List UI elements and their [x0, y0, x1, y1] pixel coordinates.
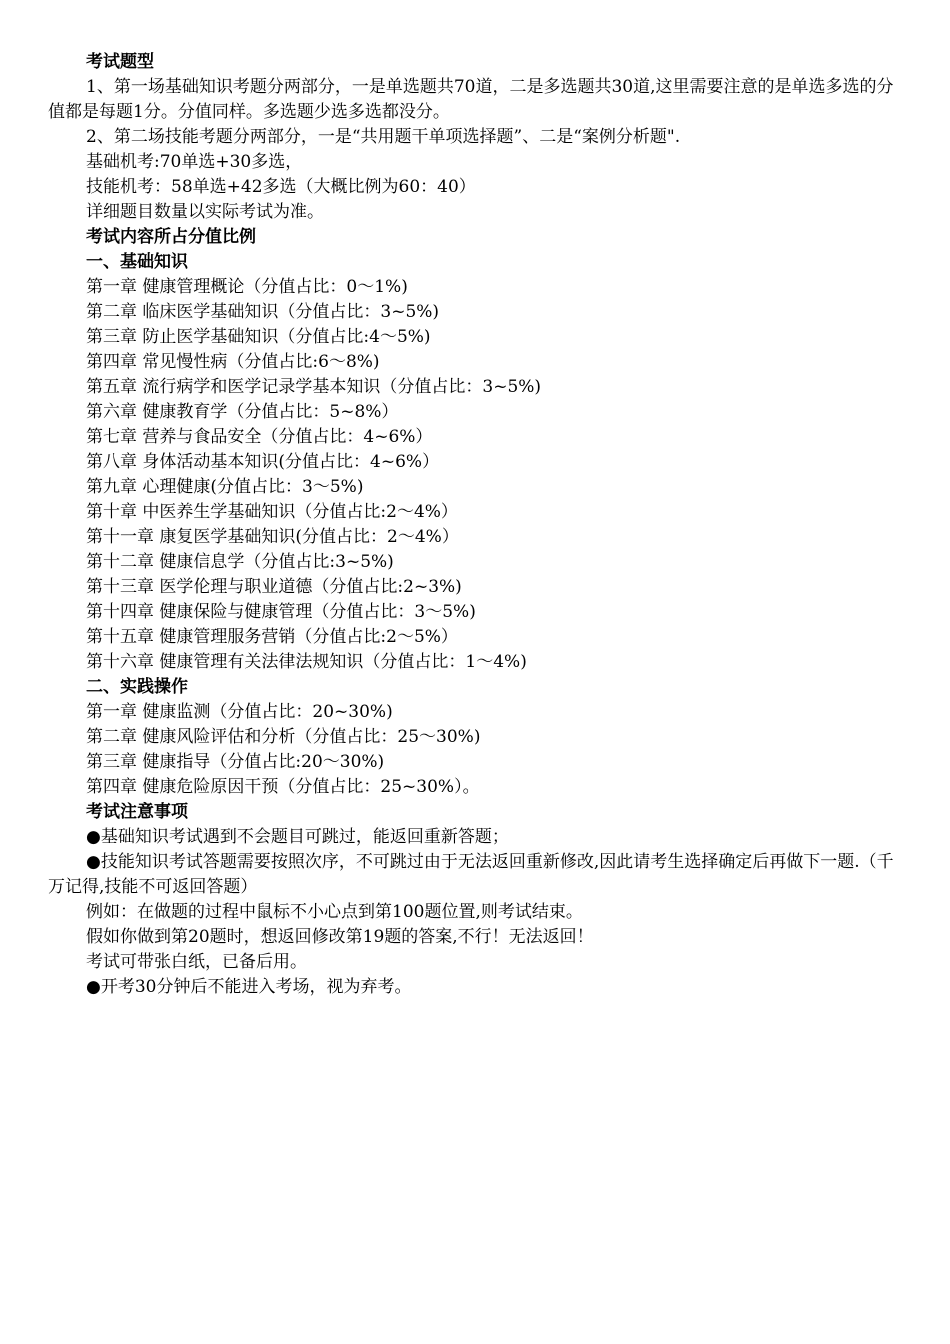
- note-paper: 考试可带张白纸，已备后用。: [86, 952, 307, 972]
- chapter-basic-15: 第十五章 健康管理服务营销（分值占比:2～5%）: [86, 627, 458, 647]
- note-example: 例如：在做题的过程中鼠标不小心点到第100题位置,则考试结束。: [86, 902, 583, 922]
- paragraph-first-exam: 1、第一场基础知识考题分两部分，一是单选题共70道，二是多选题共30道,这里需要注意的是单选多选的分值都是每题1分。分值同样。多选题少选多选都没分。: [48, 77, 894, 122]
- heading-exam-types: 考试题型: [86, 52, 154, 72]
- chapter-basic-7: 第七章 营养与食品安全（分值占比：4~6%）: [86, 427, 433, 447]
- chapter-basic-6: 第六章 健康教育学（分值占比：5~8%）: [86, 402, 399, 422]
- chapter-basic-3: 第三章 防止医学基础知识（分值占比:4～5%): [86, 327, 431, 347]
- line-skill-exam: 技能机考：58单选+42多选（大概比例为60：40）: [86, 177, 476, 197]
- line-basic-exam: 基础机考:70单选+30多选，: [86, 152, 303, 172]
- chapter-practice-4: 第四章 健康危险原因干预（分值占比：25~30%）。: [86, 777, 480, 797]
- chapter-practice-3: 第三章 健康指导（分值占比:20～30%): [86, 752, 385, 772]
- chapter-basic-14: 第十四章 健康保险与健康管理（分值占比：3～5%): [86, 602, 476, 622]
- paragraph-second-exam: 2、第二场技能考题分两部分，一是“共用题干单项选择题”、二是“案例分析题".: [86, 127, 681, 147]
- heading-exam-notes: 考试注意事项: [86, 802, 188, 822]
- note-no-return: 假如你做到第20题时，想返回修改第19题的答案,不行！无法返回！: [86, 927, 594, 947]
- chapter-basic-16: 第十六章 健康管理有关法律法规知识（分值占比：1～4%): [86, 652, 527, 672]
- line-detail-note: 详细题目数量以实际考试为准。: [86, 202, 324, 222]
- chapter-basic-10: 第十章 中医养生学基础知识（分值占比:2～4%）: [86, 502, 458, 522]
- note-skill-order: ●技能知识考试答题需要按照次序，不可跳过由于无法返回重新修改,因此请考生选择确定后再做下一题.（千万记得,技能不可返回答题）: [48, 852, 894, 897]
- chapter-basic-8: 第八章 身体活动基本知识(分值占比：4~6%）: [86, 452, 440, 472]
- chapter-basic-11: 第十一章 康复医学基础知识(分值占比：2～4%）: [86, 527, 459, 547]
- chapter-basic-13: 第十三章 医学伦理与职业道德（分值占比:2~3%): [86, 577, 462, 597]
- document-body: [48, 50, 906, 1000]
- note-late-entry: ●开考30分钟后不能进入考场，视为弃考。: [86, 977, 412, 997]
- heading-part-basic: 一、基础知识: [86, 252, 188, 272]
- note-basic-skip: ●基础知识考试遇到不会题目可跳过，能返回重新答题；: [86, 827, 509, 847]
- chapter-basic-1: 第一章 健康管理概论（分值占比：0～1%): [86, 277, 408, 297]
- chapter-practice-1: 第一章 健康监测（分值占比：20~30%): [86, 702, 393, 722]
- chapter-practice-2: 第二章 健康风险评估和分析（分值占比：25～30%): [86, 727, 481, 747]
- chapter-basic-5: 第五章 流行病学和医学记录学基本知识（分值占比：3~5%): [86, 377, 542, 397]
- chapter-basic-12: 第十二章 健康信息学（分值占比:3~5%): [86, 552, 394, 572]
- heading-score-ratio: 考试内容所占分值比例: [86, 227, 256, 247]
- chapter-basic-4: 第四章 常见慢性病（分值占比:6～8%): [86, 352, 380, 372]
- chapter-basic-2: 第二章 临床医学基础知识（分值占比：3~5%): [86, 302, 440, 322]
- chapter-basic-9: 第九章 心理健康(分值占比：3～5%): [86, 477, 364, 497]
- heading-part-practice: 二、实践操作: [86, 677, 188, 697]
